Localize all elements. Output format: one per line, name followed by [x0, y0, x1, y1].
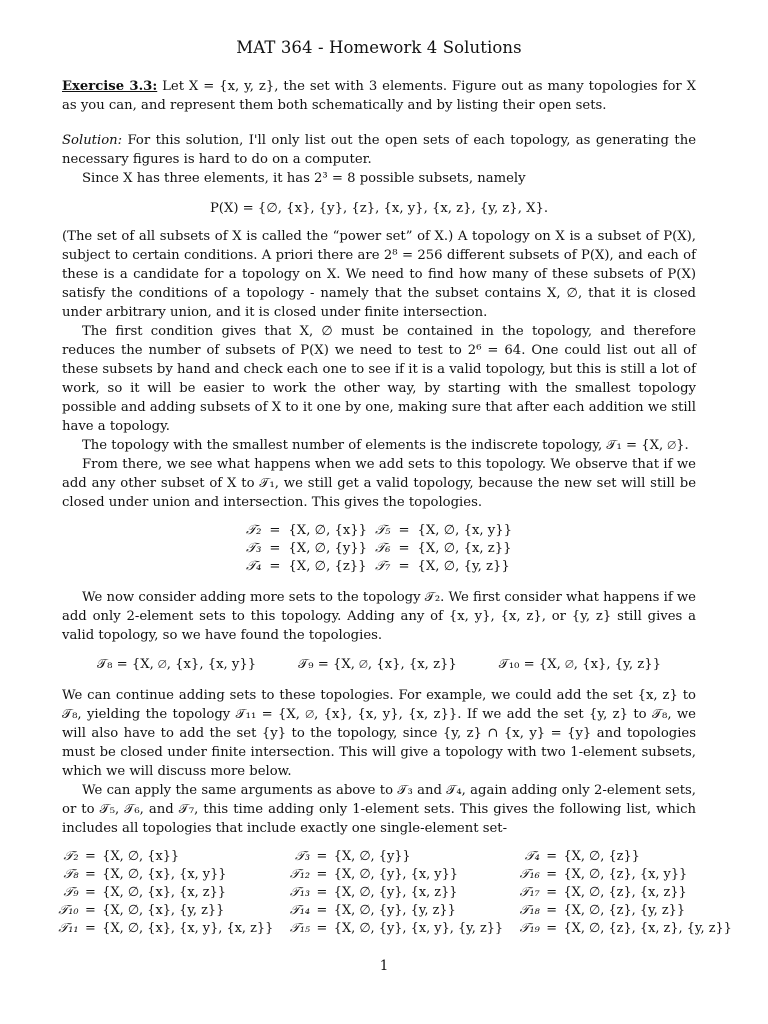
- solution-label: Solution:: [62, 133, 123, 148]
- page-number: 1: [379, 958, 389, 974]
- equation-row: [54, 884, 744, 902]
- equation-row: [242, 558, 516, 576]
- topology-symbol: 𝒯₁₀: [58, 903, 79, 918]
- topology-symbol: 𝒯₃: [295, 849, 311, 864]
- equals-sign: =: [316, 849, 328, 864]
- solution-paragraph-8: We can continue adding sets to these topologies. For example, we could add the set {x, z} to 𝒯₈, yielding the topology 𝒯₁₁ = {X, ∅, {x}, {x, y}, {x, z}}. If we add the set {y, z} to 𝒯₈, we will also have to add the set {y} to the topology, since {y, z} ∩ {x, y} = {y} and topologies must be closed under finite intersection. This will give a topology with two 1-element subsets, which we will discuss more below.: [62, 688, 696, 779]
- solution-paragraph-2: Since X has three elements, it has 2³ = 8 possible subsets, namely: [82, 171, 526, 186]
- equals-sign: =: [546, 849, 558, 864]
- topology-table-small: [242, 522, 516, 576]
- topology-symbol: 𝒯₂: [63, 849, 79, 864]
- equals-sign: =: [269, 523, 281, 538]
- solution-paragraph-7: We now consider adding more sets to the topology 𝒯₂. We first consider what happens if we add only 2-element sets to this topology. Adding any of {x, y}, {x, z}, or {y, z} still gives a valid topology, so we have found the topologies.: [62, 590, 696, 643]
- equals-sign: =: [85, 885, 96, 900]
- topology-symbol: 𝒯₃: [245, 541, 262, 556]
- equation-row: [242, 522, 516, 540]
- equals-sign: =: [398, 559, 410, 574]
- topology-sets: {X, ∅, {y}, {x, y}, {y, z}}: [333, 921, 504, 936]
- topology-sets: {X, ∅, {z}, {x, y}}: [563, 867, 688, 882]
- topology-sets: {X, ∅, {x}, {x, y}}: [102, 867, 227, 882]
- solution-paragraph-6: From there, we see what happens when we add sets to this topology. We observe that if we add any other subset of X to 𝒯₁, we still get a valid topology, because the new set will still be closed under union and intersection. This gives the topologies.: [62, 457, 696, 510]
- equals-sign: =: [546, 921, 558, 936]
- solution-paragraph-4: The first condition gives that X, ∅ must be contained in the topology, and therefore reduces the number of subsets of P(X) we need to test to 2⁶ = 64. One could list out all of these subsets by hand and check each one to see if it is a valid topology, but this is still a lot of work, so it will be easier to work the other way, by starting with the smallest topology possible and adding subsets of X to it one by one, making sure that after each addition we still have a topology.: [62, 324, 696, 434]
- equals-sign: =: [316, 885, 328, 900]
- equation-row: [54, 866, 744, 884]
- equals-sign: =: [85, 849, 96, 864]
- solution-paragraph-9: We can apply the same arguments as above to 𝒯₃ and 𝒯₄, again adding only 2-element sets, or to 𝒯₅, 𝒯₆, and 𝒯₇, this time adding only 1-element sets. This gives the following list, which includes all topologies that include exactly one single-element set-: [62, 783, 696, 836]
- topology-equation: 𝒯₁₀ = {X, ∅, {x}, {y, z}}: [498, 657, 661, 672]
- equals-sign: =: [546, 867, 558, 882]
- topology-sets: {X, ∅, {y}, {y, z}}: [333, 903, 456, 918]
- equation-row: [54, 848, 744, 866]
- solution-paragraph-3: (The set of all subsets of X is called the “power set” of X.) A topology on X is a subset of P(X), subject to certain conditions. A priori there are 2⁸ = 256 different subsets of P(X), and each of these is a candidate for a topology on X. We need to find how many of these subsets of P(X) satisfy the conditions of a topology - namely that the subset contains X, ∅, that it is closed under arbitrary union, and it is closed under finite intersection.: [62, 229, 696, 320]
- topology-symbol: 𝒯₁₄: [289, 903, 311, 918]
- equals-sign: =: [398, 541, 410, 556]
- topology-sets: {X, ∅, {x}}: [102, 849, 180, 864]
- topology-symbol: 𝒯₉: [63, 885, 79, 900]
- equals-sign: =: [546, 885, 558, 900]
- topology-symbol: 𝒯₇: [375, 559, 391, 574]
- topology-symbol: 𝒯₆: [375, 541, 391, 556]
- topology-symbol: 𝒯₄: [524, 849, 540, 864]
- topology-sets: {X, ∅, {y}, {x, y}}: [333, 867, 458, 882]
- topology-sets: {X, ∅, {x}, {x, y}, {x, z}}: [102, 921, 274, 936]
- topology-sets: {X, ∅, {z}, {x, z}, {y, z}}: [563, 921, 732, 936]
- equals-sign: =: [269, 541, 281, 556]
- topology-table-large: [54, 848, 744, 938]
- document-page: [58, 38, 732, 938]
- topology-sets: {X, ∅, {x}}: [288, 523, 368, 538]
- topology-sets: {X, ∅, {y}}: [288, 541, 368, 556]
- equals-sign: =: [269, 559, 281, 574]
- topology-sets: {X, ∅, {z}, {x, z}}: [563, 885, 687, 900]
- topology-symbol: 𝒯₁₃: [289, 885, 311, 900]
- topology-equation: 𝒯₉ = {X, ∅, {x}, {x, z}}: [298, 657, 457, 672]
- topology-sets: {X, ∅, {z}}: [288, 559, 367, 574]
- topology-sets: {X, ∅, {z}, {y, z}}: [563, 903, 686, 918]
- equals-sign: =: [316, 921, 328, 936]
- topology-symbol: 𝒯₁₈: [519, 903, 540, 918]
- topology-sets: {X, ∅, {x}, {x, z}}: [102, 885, 226, 900]
- topology-row: [62, 655, 696, 674]
- topology-symbol: 𝒯₁₁: [58, 921, 79, 936]
- topology-sets: {X, ∅, {y}}: [333, 849, 411, 864]
- topology-symbol: 𝒯₅: [375, 523, 391, 538]
- solution-paragraph-5: The topology with the smallest number of elements is the indiscrete topology, 𝒯₁ = {X, ∅}.: [82, 438, 689, 453]
- page-title: MAT 364 - Homework 4 Solutions: [236, 38, 522, 57]
- equals-sign: =: [85, 921, 96, 936]
- topology-sets: {X, ∅, {x}, {y, z}}: [102, 903, 225, 918]
- exercise-text: Let X = {x, y, z}, the set with 3 elements. Figure out as many topologies for X as you can, and represent them both schematically and by listing their open sets.: [62, 79, 697, 113]
- equals-sign: =: [85, 903, 96, 918]
- topology-sets: {X, ∅, {x, y}}: [417, 523, 513, 538]
- equals-sign: =: [398, 523, 410, 538]
- equation-row: [54, 902, 744, 920]
- topology-symbol: 𝒯₁₉: [519, 921, 540, 936]
- power-set-equation: P(X) = {∅, {x}, {y}, {z}, {x, y}, {x, z}, {y, z}, X}.: [209, 201, 549, 216]
- topology-sets: {X, ∅, {y, z}}: [417, 559, 510, 574]
- equals-sign: =: [546, 903, 558, 918]
- topology-sets: {X, ∅, {y}, {x, z}}: [333, 885, 458, 900]
- equals-sign: =: [316, 867, 328, 882]
- topology-sets: {X, ∅, {x, z}}: [417, 541, 512, 556]
- topology-symbol: 𝒯₈: [63, 867, 79, 882]
- topology-sets: {X, ∅, {z}}: [563, 849, 640, 864]
- solution-text-1: For this solution, I'll only list out the open sets of each topology, as generating the necessary figures is hard to do on a computer.: [62, 133, 696, 167]
- topology-equation: 𝒯₈ = {X, ∅, {x}, {x, y}}: [97, 657, 257, 672]
- topology-symbol: 𝒯₂: [245, 523, 262, 538]
- equation-row: [242, 540, 516, 558]
- equation-row: [54, 920, 744, 938]
- exercise-paragraph: [62, 77, 696, 115]
- topology-symbol: 𝒯₄: [245, 559, 262, 574]
- topology-symbol: 𝒯₁₅: [289, 921, 311, 936]
- solution-paragraph-1: [62, 131, 696, 169]
- equals-sign: =: [316, 903, 328, 918]
- topology-symbol: 𝒯₁₂: [289, 867, 311, 882]
- topology-symbol: 𝒯₁₇: [519, 885, 540, 900]
- exercise-label: Exercise 3.3:: [62, 79, 158, 94]
- equals-sign: =: [85, 867, 96, 882]
- topology-symbol: 𝒯₁₆: [519, 867, 540, 882]
